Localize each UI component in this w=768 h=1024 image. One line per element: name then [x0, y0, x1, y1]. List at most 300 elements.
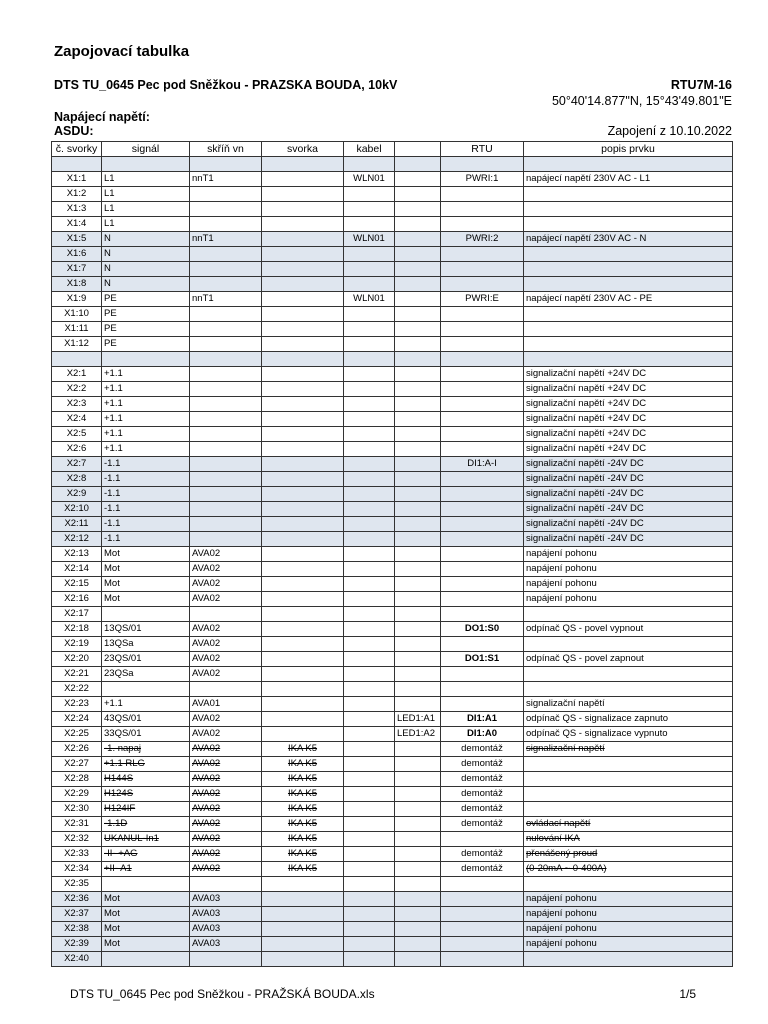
cell-cable [344, 682, 395, 697]
cell-description: signalizační napětí -24V DC [524, 472, 733, 487]
cell-switchgear: AVA02 [190, 757, 262, 772]
cell-terminal-block [262, 337, 344, 352]
cell-rtu: DI1:A0 [441, 727, 524, 742]
cell-cable [344, 367, 395, 382]
cell-switchgear [190, 337, 262, 352]
cell-signal [102, 157, 190, 172]
cell-cable [344, 277, 395, 292]
cell-cable [344, 862, 395, 877]
cell-switchgear: AVA02 [190, 817, 262, 832]
cell-cable [344, 817, 395, 832]
cell-terminal: X2:28 [52, 772, 102, 787]
cell-terminal: X2:6 [52, 442, 102, 457]
cell-signal: +II- A1 [102, 862, 190, 877]
table-row [52, 892, 733, 907]
cell-description [524, 307, 733, 322]
cell-rtu: demontáž [441, 802, 524, 817]
cell-cable [344, 502, 395, 517]
cell-extra [395, 832, 441, 847]
cell-signal: -II- +AG [102, 847, 190, 862]
table-row [52, 202, 733, 217]
supply-voltage-label: Napájecí napětí: [54, 110, 150, 124]
cell-rtu [441, 832, 524, 847]
cell-description: napájení pohonu [524, 562, 733, 577]
cell-switchgear: AVA02 [190, 592, 262, 607]
table-row [52, 757, 733, 772]
cell-cable [344, 757, 395, 772]
table-row [52, 577, 733, 592]
cell-rtu: PWRI:1 [441, 172, 524, 187]
cell-rtu [441, 247, 524, 262]
table-row [52, 352, 733, 367]
cell-switchgear [190, 322, 262, 337]
cell-switchgear [190, 157, 262, 172]
table-row [52, 592, 733, 607]
cell-terminal-block [262, 877, 344, 892]
cell-terminal: X2:36 [52, 892, 102, 907]
cell-description: odpínač QS - povel vypnout [524, 622, 733, 637]
cell-rtu [441, 277, 524, 292]
cell-cable [344, 712, 395, 727]
cell-description [524, 772, 733, 787]
cell-rtu [441, 217, 524, 232]
cell-switchgear: AVA02 [190, 847, 262, 862]
cell-cable [344, 577, 395, 592]
cell-signal: -1.1 [102, 487, 190, 502]
cell-terminal-block: IKA K5 [262, 832, 344, 847]
cell-switchgear [190, 262, 262, 277]
cell-signal: +1.1 [102, 412, 190, 427]
cell-extra [395, 247, 441, 262]
table-row [52, 247, 733, 262]
cell-signal: Mot [102, 577, 190, 592]
table-row [52, 742, 733, 757]
cell-description [524, 352, 733, 367]
cell-cable [344, 532, 395, 547]
cell-rtu [441, 577, 524, 592]
cell-switchgear: AVA03 [190, 937, 262, 952]
cell-signal: 23QS/01 [102, 652, 190, 667]
asdu-label: ASDU: [54, 124, 94, 138]
cell-extra [395, 502, 441, 517]
cell-terminal: X2:31 [52, 817, 102, 832]
cell-signal: +1.1 [102, 367, 190, 382]
cell-terminal: X2:23 [52, 697, 102, 712]
cell-terminal: X2:32 [52, 832, 102, 847]
table-row [52, 622, 733, 637]
cell-extra [395, 652, 441, 667]
table-row [52, 907, 733, 922]
cell-signal: Mot [102, 907, 190, 922]
cell-signal: N [102, 232, 190, 247]
cell-terminal: X1:6 [52, 247, 102, 262]
cell-terminal-block [262, 547, 344, 562]
cell-signal: +1.1 [102, 382, 190, 397]
table-row [52, 817, 733, 832]
cell-rtu [441, 427, 524, 442]
cell-terminal-block [262, 307, 344, 322]
cell-terminal: X1:4 [52, 217, 102, 232]
cell-cable [344, 337, 395, 352]
cell-signal: +1.1 [102, 427, 190, 442]
cell-terminal: X2:24 [52, 712, 102, 727]
cell-signal: N [102, 277, 190, 292]
cell-signal: 13QS/01 [102, 622, 190, 637]
cell-extra [395, 577, 441, 592]
cell-terminal-block [262, 622, 344, 637]
cell-cable [344, 847, 395, 862]
cell-terminal: X2:7 [52, 457, 102, 472]
cell-terminal-block [262, 592, 344, 607]
cell-terminal: X2:14 [52, 562, 102, 577]
cell-signal: Mot [102, 562, 190, 577]
cell-extra: LED1:A1 [395, 712, 441, 727]
cell-terminal-block [262, 397, 344, 412]
cell-terminal: X2:39 [52, 937, 102, 952]
cell-terminal: X1:11 [52, 322, 102, 337]
cell-description [524, 787, 733, 802]
cell-cable [344, 727, 395, 742]
cell-cable [344, 157, 395, 172]
cell-switchgear: AVA02 [190, 622, 262, 637]
cell-terminal: X1:10 [52, 307, 102, 322]
cell-rtu [441, 322, 524, 337]
cell-signal: +1.1 RLG [102, 757, 190, 772]
cell-signal: H124S [102, 787, 190, 802]
cell-description [524, 667, 733, 682]
table-row [52, 337, 733, 352]
table-row [52, 382, 733, 397]
cell-terminal: X2:15 [52, 577, 102, 592]
cell-switchgear: AVA02 [190, 802, 262, 817]
cell-extra [395, 637, 441, 652]
cell-description [524, 337, 733, 352]
cell-cable [344, 937, 395, 952]
cell-description: napájení pohonu [524, 592, 733, 607]
cell-switchgear [190, 472, 262, 487]
cell-terminal-block [262, 682, 344, 697]
cell-extra [395, 877, 441, 892]
cell-rtu [441, 892, 524, 907]
cell-terminal-block: IKA K5 [262, 757, 344, 772]
cell-extra [395, 847, 441, 862]
cell-extra [395, 772, 441, 787]
cell-rtu: PWRI:E [441, 292, 524, 307]
cell-switchgear: AVA03 [190, 892, 262, 907]
cell-cable [344, 877, 395, 892]
cell-signal: Mot [102, 892, 190, 907]
table-row [52, 952, 733, 967]
cell-cable [344, 607, 395, 622]
cell-signal: Mot [102, 937, 190, 952]
cell-cable [344, 787, 395, 802]
cell-cable [344, 622, 395, 637]
cell-switchgear [190, 457, 262, 472]
cell-extra [395, 697, 441, 712]
cell-extra [395, 487, 441, 502]
cell-rtu [441, 502, 524, 517]
cell-cable [344, 652, 395, 667]
cell-extra [395, 817, 441, 832]
cell-terminal: X2:4 [52, 412, 102, 427]
cell-switchgear [190, 427, 262, 442]
cell-cable [344, 307, 395, 322]
cell-description: signalizační napětí +24V DC [524, 412, 733, 427]
table-row [52, 442, 733, 457]
cell-rtu [441, 562, 524, 577]
cell-description: signalizační napětí -24V DC [524, 502, 733, 517]
cell-description [524, 877, 733, 892]
col-header-signal: signál [102, 142, 190, 157]
cell-switchgear [190, 502, 262, 517]
cell-terminal-block [262, 382, 344, 397]
cell-extra [395, 187, 441, 202]
cell-switchgear [190, 202, 262, 217]
footer-page-number: 1/5 [679, 987, 696, 1001]
cell-terminal: X2:26 [52, 742, 102, 757]
cell-terminal: X2:9 [52, 487, 102, 502]
cell-description: signalizační napětí +24V DC [524, 442, 733, 457]
cell-extra [395, 232, 441, 247]
cell-switchgear [190, 277, 262, 292]
cell-terminal-block [262, 472, 344, 487]
cell-terminal-block [262, 457, 344, 472]
cell-extra [395, 427, 441, 442]
cell-extra [395, 277, 441, 292]
cell-extra [395, 862, 441, 877]
cell-terminal: X2:13 [52, 547, 102, 562]
cell-signal: PE [102, 307, 190, 322]
cell-signal: Mot [102, 922, 190, 937]
cell-description: napájecí napětí 230V AC - L1 [524, 172, 733, 187]
table-row [52, 412, 733, 427]
cell-rtu [441, 412, 524, 427]
cell-terminal: X1:7 [52, 262, 102, 277]
cell-extra [395, 682, 441, 697]
cell-rtu [441, 907, 524, 922]
cell-rtu [441, 397, 524, 412]
cell-extra [395, 607, 441, 622]
cell-terminal: X2:2 [52, 382, 102, 397]
cell-signal: +1.1 [102, 397, 190, 412]
table-row [52, 307, 733, 322]
cell-extra [395, 352, 441, 367]
cell-cable [344, 457, 395, 472]
cell-signal: 43QS/01 [102, 712, 190, 727]
cell-terminal: X2:30 [52, 802, 102, 817]
cell-description [524, 607, 733, 622]
cell-extra [395, 322, 441, 337]
cell-switchgear: AVA02 [190, 787, 262, 802]
cell-description: signalizační napětí -24V DC [524, 517, 733, 532]
cell-terminal: X1:8 [52, 277, 102, 292]
cell-description: signalizační napětí +24V DC [524, 367, 733, 382]
cell-terminal: X1:3 [52, 202, 102, 217]
cell-rtu [441, 937, 524, 952]
cell-description: napájení pohonu [524, 922, 733, 937]
table-row [52, 277, 733, 292]
cell-description [524, 187, 733, 202]
cell-rtu [441, 187, 524, 202]
cell-terminal: X2:20 [52, 652, 102, 667]
table-row [52, 802, 733, 817]
cell-terminal-block [262, 412, 344, 427]
cell-signal: L1 [102, 217, 190, 232]
cell-description [524, 202, 733, 217]
cell-switchgear [190, 952, 262, 967]
cell-signal: L1 [102, 202, 190, 217]
cell-signal: N [102, 262, 190, 277]
cell-description: napájení pohonu [524, 892, 733, 907]
cell-terminal-block [262, 367, 344, 382]
cell-terminal-block [262, 907, 344, 922]
cell-extra: LED1:A2 [395, 727, 441, 742]
cell-extra [395, 667, 441, 682]
cell-terminal: X2:11 [52, 517, 102, 532]
cell-rtu [441, 442, 524, 457]
cell-signal: -1.1 [102, 502, 190, 517]
cell-rtu [441, 157, 524, 172]
cell-rtu [441, 667, 524, 682]
cell-extra [395, 157, 441, 172]
cell-cable [344, 382, 395, 397]
cell-cable [344, 562, 395, 577]
cell-rtu [441, 607, 524, 622]
footer-filename: DTS TU_0645 Pec pod Sněžkou - PRAŽSKÁ BOUDA.xls [70, 987, 375, 1001]
cell-switchgear: AVA01 [190, 697, 262, 712]
cell-switchgear [190, 517, 262, 532]
table-row [52, 772, 733, 787]
cell-terminal-block [262, 922, 344, 937]
cell-terminal: X2:10 [52, 502, 102, 517]
cell-extra [395, 952, 441, 967]
cell-rtu: demontáž [441, 742, 524, 757]
cell-switchgear [190, 367, 262, 382]
cell-rtu [441, 307, 524, 322]
cell-extra [395, 742, 441, 757]
cell-terminal: X2:1 [52, 367, 102, 382]
cell-rtu [441, 262, 524, 277]
cell-terminal: X2:34 [52, 862, 102, 877]
cell-extra [395, 172, 441, 187]
table-row [52, 187, 733, 202]
cell-terminal-block [262, 277, 344, 292]
cell-cable [344, 697, 395, 712]
cell-description: signalizační napětí +24V DC [524, 382, 733, 397]
cell-terminal-block: IKA K5 [262, 772, 344, 787]
cell-terminal: X2:22 [52, 682, 102, 697]
table-row [52, 397, 733, 412]
cell-switchgear: AVA02 [190, 712, 262, 727]
cell-cable [344, 412, 395, 427]
cell-terminal: X2:38 [52, 922, 102, 937]
cell-signal: N [102, 247, 190, 262]
cell-terminal: X2:21 [52, 667, 102, 682]
cell-terminal: X2:25 [52, 727, 102, 742]
table-row [52, 457, 733, 472]
cell-terminal: X2:5 [52, 427, 102, 442]
cell-terminal-block [262, 262, 344, 277]
cell-terminal [52, 352, 102, 367]
cell-switchgear: AVA02 [190, 652, 262, 667]
cell-switchgear: AVA03 [190, 907, 262, 922]
cell-extra [395, 292, 441, 307]
cell-rtu [441, 202, 524, 217]
cell-rtu: DI1:A1 [441, 712, 524, 727]
cell-description: signalizační napětí [524, 742, 733, 757]
cell-terminal-block [262, 442, 344, 457]
cell-switchgear: AVA02 [190, 547, 262, 562]
cell-extra [395, 562, 441, 577]
cell-signal: -1.1 [102, 517, 190, 532]
cell-terminal-block [262, 637, 344, 652]
cell-rtu: demontáž [441, 787, 524, 802]
cell-switchgear [190, 412, 262, 427]
cell-extra [395, 367, 441, 382]
cell-terminal: X1:9 [52, 292, 102, 307]
cell-description: nulování IKA [524, 832, 733, 847]
cell-rtu: DO1:S1 [441, 652, 524, 667]
cell-terminal-block: IKA K5 [262, 817, 344, 832]
cell-description [524, 682, 733, 697]
cell-switchgear: AVA02 [190, 577, 262, 592]
cell-switchgear: AVA02 [190, 742, 262, 757]
cell-terminal-block [262, 202, 344, 217]
cell-signal: H124IF [102, 802, 190, 817]
cell-extra [395, 802, 441, 817]
cell-terminal: X1:5 [52, 232, 102, 247]
table-row [52, 712, 733, 727]
cell-description: odpínač QS - povel zapnout [524, 652, 733, 667]
cell-terminal-block [262, 232, 344, 247]
cell-rtu [441, 592, 524, 607]
cell-extra [395, 202, 441, 217]
cell-terminal: X2:19 [52, 637, 102, 652]
cell-terminal: X2:16 [52, 592, 102, 607]
cell-rtu [441, 472, 524, 487]
cell-terminal-block: IKA K5 [262, 862, 344, 877]
table-row [52, 292, 733, 307]
cell-extra [395, 442, 441, 457]
cell-terminal: X1:1 [52, 172, 102, 187]
cell-switchgear [190, 382, 262, 397]
cell-terminal-block [262, 187, 344, 202]
cell-switchgear: AVA02 [190, 637, 262, 652]
table-row [52, 562, 733, 577]
station-name: DTS TU_0645 Pec pod Sněžkou - PRAZSKA BOUDA, 10kV [54, 78, 398, 92]
cell-extra [395, 592, 441, 607]
cell-rtu [441, 922, 524, 937]
table-row [52, 427, 733, 442]
cell-signal: 23QSa [102, 667, 190, 682]
cell-terminal-block [262, 577, 344, 592]
cell-extra [395, 307, 441, 322]
col-header-popis: popis prvku [524, 142, 733, 157]
cell-signal: PE [102, 292, 190, 307]
cell-terminal-block [262, 292, 344, 307]
cell-extra [395, 937, 441, 952]
cell-signal [102, 877, 190, 892]
cell-terminal: X2:37 [52, 907, 102, 922]
cell-description [524, 157, 733, 172]
cell-description [524, 952, 733, 967]
cell-cable [344, 517, 395, 532]
cell-cable [344, 772, 395, 787]
table-row [52, 862, 733, 877]
cell-signal: +1.1 [102, 442, 190, 457]
cell-cable [344, 802, 395, 817]
cell-description: signalizační napětí -24V DC [524, 532, 733, 547]
